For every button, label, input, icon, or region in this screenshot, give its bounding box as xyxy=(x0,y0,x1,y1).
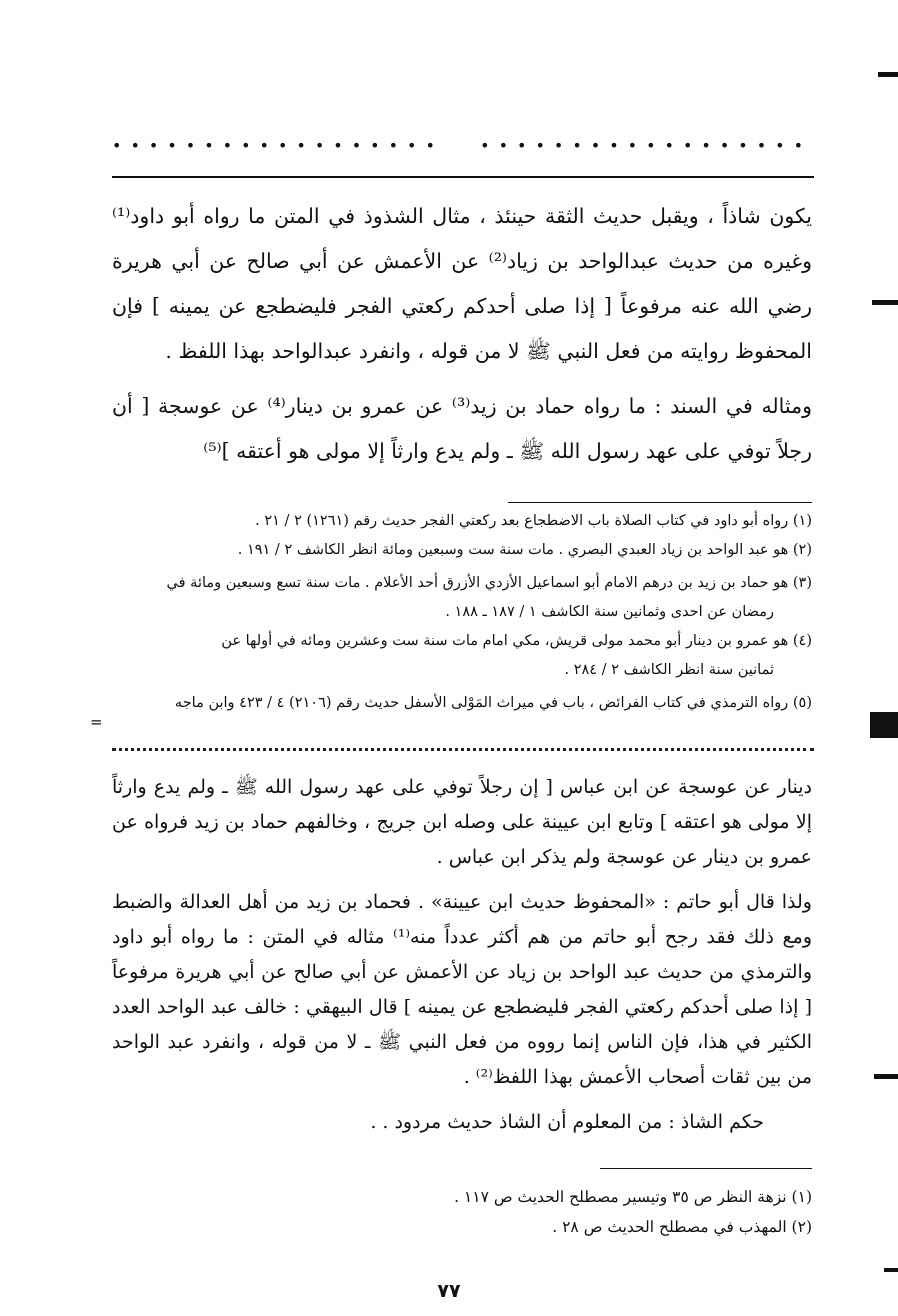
scan-edge-mark xyxy=(872,300,898,305)
footnotes-bottom xyxy=(112,1182,812,1242)
continuation-mark: = xyxy=(90,713,103,731)
header-ornament xyxy=(112,138,812,154)
header-rule xyxy=(112,176,814,178)
scan-edge-mark xyxy=(874,1074,898,1079)
footnote-2: (٢) هو عبد الواحد بن زياد العبدي البصري . مات سنة ست وسبعين ومائة انظر الكاشف ٢ / ١٩١ . xyxy=(237,542,812,558)
scan-edge-mark xyxy=(878,72,898,77)
scan-edge-mark xyxy=(870,712,898,738)
footnote-rule-top xyxy=(508,502,812,503)
body-paragraph-1: دينار عن عوسجة عن ابن عباس [ إن رجلاً توفي على عهد رسول الله ﷺ ـ ولم يدع وارثاً إلا مولى هو اعتقه ] وتابع ابن عيينة على وصله ابن جريج ، وخالفهم حماد بن زيد فرواه عن عمرو بن دينار عن عوسجة ولم يذكر ابن عباس . xyxy=(112,776,812,868)
footnote-4-cont: ثمانين سنة انظر الكاشف ٢ / ٢٨٤ . xyxy=(564,662,774,678)
page-number: ٧٧ xyxy=(437,1280,461,1302)
scan-edge-mark xyxy=(884,1268,898,1272)
bottom-footnote-1: (١) نزهة النظر ص ٣٥ وتيسير مصطلح الحديث ص ١١٧ . xyxy=(454,1188,812,1206)
main-paragraph-1: يكون شاذاً ، ويقبل حديث الثقة حينئذ ، مثال الشذوذ في المتن ما رواه أبو داود⁽¹⁾ وغيره من حديث عبدالواحد بن زياد⁽²⁾ عن الأعمش عن أبي صالح عن أبي هريرة رضي الله عنه مرفوعاً [ إذا صلى أحدكم ركعتي الفجر فليضطجع عن يمينه ] فإن المحفوظ روايته من فعل النبي ﷺ لا من قوله ، وانفرد عبدالواحد بهذا اللفظ . xyxy=(112,204,812,363)
footnote-3: (٣) هو حماد بن زيد بن درهم الامام أبو اسماعيل الأزدي الأزرق أحد الأعلام . مات سنة تسع وسبعين ومائة في xyxy=(166,575,812,591)
footnote-4: (٤) هو عمرو بن دينار أبو محمد مولى قريش، مكي امام مات سنة ست وعشرين ومائه في أولها عن xyxy=(221,633,812,649)
dot-leader-left: •••••••••••••••••• xyxy=(112,138,444,154)
bottom-footnote-2: (٢) المهذب في مصطلح الحديث ص ٢٨ . xyxy=(552,1218,812,1236)
footnote-3-cont: رمضان عن احدى وثمانين سنة الكاشف ١ / ١٨٧ ـ ١٨٨ . xyxy=(445,604,774,620)
dotted-separator xyxy=(112,748,814,751)
main-paragraph-2: ومثاله في السند : ما رواه حماد بن زيد⁽³⁾ عن عمرو بن دينار⁽⁴⁾ عن عوسجة [ أن رجلاً توفي على عهد رسول الله ﷺ ـ ولم يدع وارثاً إلا مولى هو أعتقه ]⁽⁵⁾ xyxy=(112,394,812,463)
footnote-rule-bottom xyxy=(600,1168,812,1169)
footnote-5: (٥) رواه الترمذي في كتاب الفرائض ، باب في ميراث المَوْلى الأسفل حديث رقم (٢١٠٦) ٤ / ٤٢٣ وابن ماجه xyxy=(174,695,812,711)
footnote-1: (١) رواه أبو داود في كتاب الصلاة باب الاضطجاع بعد ركعتي الفجر حديث رقم (١٢٦١) ٢ / ٢١ . xyxy=(255,513,812,529)
main-text xyxy=(112,194,812,474)
body-paragraph-2: ولذا قال أبو حاتم : «المحفوظ حديث ابن عيينة» . فحماد بن زيد من أهل العدالة والضبط ومع ذلك فقد رجح أبو حاتم من هم أكثر عدداً منه⁽¹⁾ مثاله في المتن : ما رواه أبو داود والترمذي من حديث عبد الواحد بن زياد عن الأعمش عن أبي صالح عن أبي هريرة مرفوعاً [ إذا صلى أحدكم ركعتي الفجر فليضطجع عن يمينه ] قال البيهقي : خالف عبد الواحد العدد الكثير في هذا، فإن الناس إنما رووه من فعل النبي ﷺ ـ لا من قوله ، وانفرد عبد الواحد من بين ثقات أصحاب الأعمش بهذا اللفظ⁽²⁾ . xyxy=(112,891,813,1088)
body-paragraph-3: حكم الشاذ : من المعلوم أن الشاذ حديث مردود . . xyxy=(370,1111,764,1133)
footnotes-top xyxy=(112,507,812,718)
body-text xyxy=(112,770,812,1140)
dot-leader-right: •••••••••••••••••• xyxy=(480,138,812,154)
